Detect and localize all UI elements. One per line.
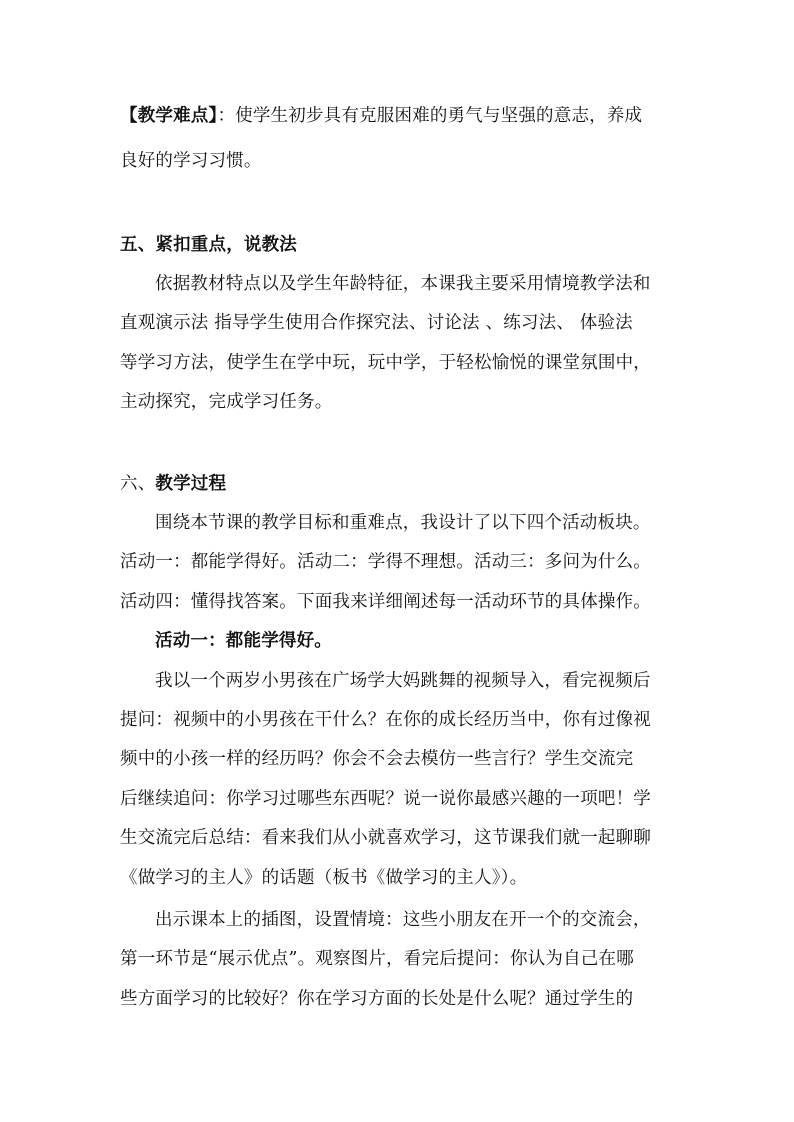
activity-1-line: 频中的小孩一样的经历吗？你会不会去模仿一些言行？学生交流完 <box>120 749 634 769</box>
difficulty-line-2: 良好的学习习惯。 <box>120 151 262 171</box>
section-6-intro-line: 活动四：懂得找答案。下面我来详细阐述每一活动环节的具体操作。 <box>120 592 651 612</box>
section-6-heading <box>120 471 680 497</box>
section-5-paragraph-line: 等学习方法，使学生在学中玩，玩中学，于轻松愉悦的课堂氛围中， <box>120 353 651 373</box>
difficulty-text: ：使学生初步具有克服困难的勇气与坚强的意志，养成 <box>217 106 643 126</box>
section-6-heading-number: 六、 <box>120 474 156 494</box>
picture-paragraph-line: 些方面学习的比较好？你在学习方面的长处是什么呢？通过学生的 <box>120 989 634 1009</box>
activity-1-line: 提问：视频中的小男孩在干什么？在你的成长经历当中，你有过像视 <box>120 710 651 730</box>
activity-1-line: 我以一个两岁小男孩在广场学大妈跳舞的视频导入，看完视频后 <box>155 671 651 691</box>
activity-1-line: 《做学习的主人》的话题（板书《做学习的主人》）。 <box>120 868 528 888</box>
difficulty-line-1 <box>120 103 680 129</box>
section-6-intro-line: 围绕本节课的教学目标和重难点，我设计了以下四个活动板块。 <box>155 513 651 533</box>
section-5-heading: 五、紧扣重点，说教法 <box>120 235 297 255</box>
activity-1-line: 后继续追问：你学习过哪些东西呢？说一说你最感兴趣的一项吧！学 <box>120 789 651 809</box>
activity-1-line: 生交流完后总结：看来我们从小就喜欢学习，这节课我们就一起聊聊 <box>120 828 651 848</box>
section-6-heading-text: 教学过程 <box>155 474 227 494</box>
picture-paragraph-line: 出示课本上的插图，设置情境：这些小朋友在开一个的交流会， <box>155 910 651 930</box>
difficulty-label: 【教学难点】 <box>120 106 218 126</box>
section-5-paragraph-line: 依据教材特点以及学生年龄特征，本课我主要采用情境教学法和 <box>155 274 651 294</box>
section-5-paragraph-line: 主动探究，完成学习任务。 <box>120 392 333 412</box>
section-6-intro-line: 活动一：都能学得好。活动二：学得不理想。活动三：多问为什么。 <box>120 552 651 572</box>
activity-1-heading: 活动一：都能学得好。 <box>155 631 332 651</box>
picture-paragraph-line: 第一环节是“展示优点”。观察图片，看完后提问：你认为自己在哪 <box>120 949 634 969</box>
section-5-paragraph-line: 直观演示法 指导学生使用合作探究法、讨论法 、练习法、 体验法 <box>120 313 633 333</box>
